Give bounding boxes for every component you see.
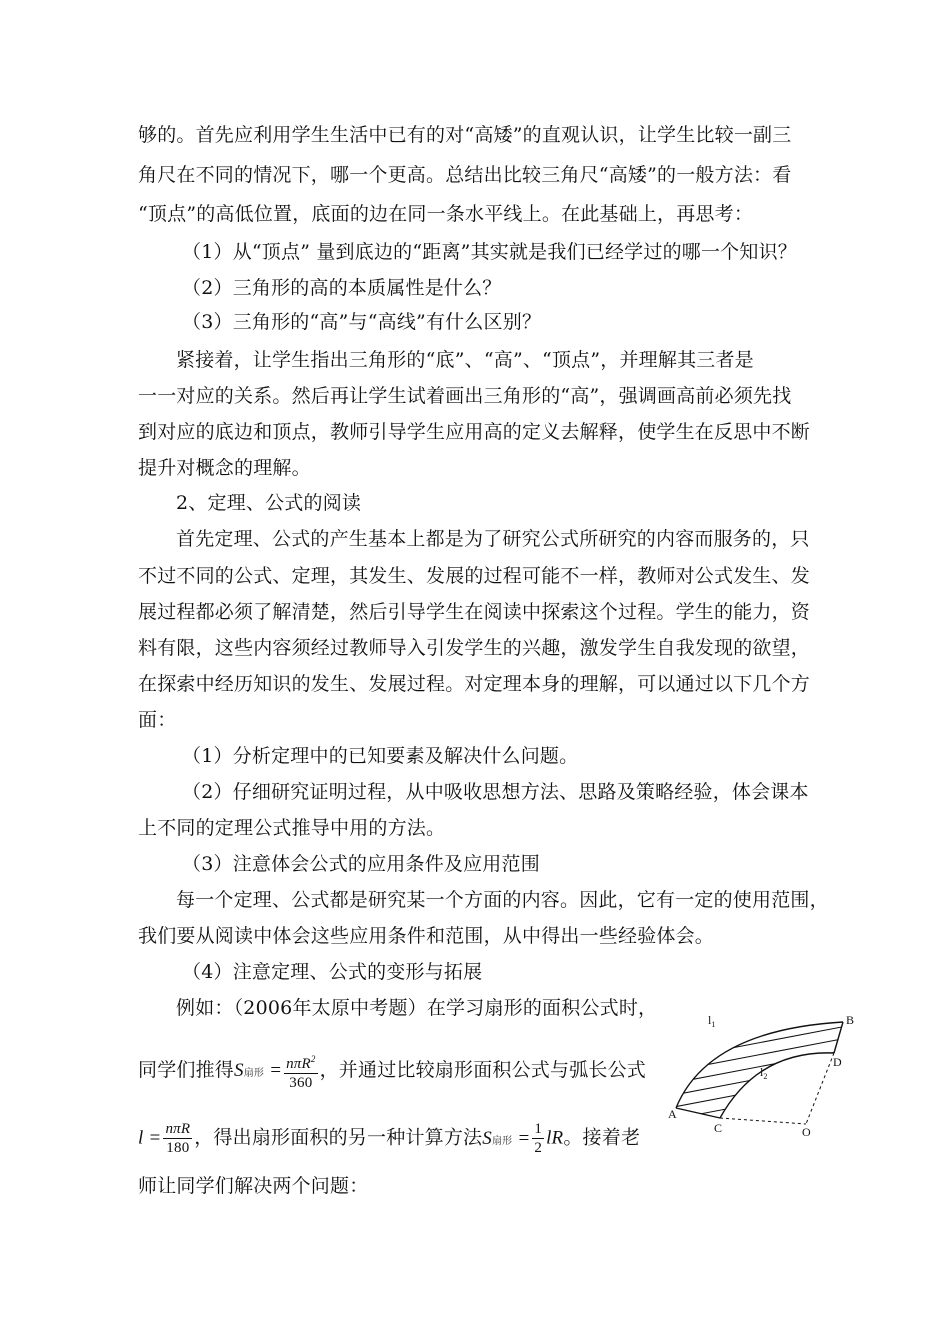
text-fragment: 同学们推得 <box>138 1059 235 1081</box>
paragraph-line: 例如：（2006年太原中考题）在学习扇形的面积公式时， <box>176 997 658 1019</box>
label-c: C <box>714 1121 723 1135</box>
paragraph-line: 角尺在不同的情况下，哪一个更高。总结出比较三角尺“高矮”的一般方法：看 <box>138 164 792 186</box>
superscript: 2 <box>310 1054 316 1064</box>
paragraph-line: （1）从“顶点” 量到底边的“距离”其实就是我们已经学过的哪一个知识？ <box>182 241 797 263</box>
paragraph-line: 我们要从阅读中体会这些应用条件和范围，从中得出一些经验体会。 <box>138 925 715 947</box>
fraction-arc-length <box>163 1120 192 1157</box>
paragraph-line: 到对应的底边和顶点，教师引导学生应用高的定义去解释，使学生在反思中不断 <box>138 421 811 443</box>
paragraph-line: （1）分析定理中的已知要素及解决什么问题。 <box>182 745 579 767</box>
paragraph-line: 料有限，这些内容须经过教师导入引发学生的兴趣，激发学生自我发现的欲望， <box>138 637 811 659</box>
denominator: 360 <box>289 1075 313 1091</box>
denominator: 180 <box>166 1140 190 1156</box>
formula-s-sector: S扇形 = <box>234 1060 283 1081</box>
paragraph-line: （4）注意定理、公式的变形与拓展 <box>182 961 483 983</box>
fraction-sector-area <box>284 1050 317 1092</box>
formula-tail: lR <box>546 1127 564 1149</box>
label-o: O <box>802 1125 811 1139</box>
text-fragment: 。接着老 <box>563 1126 641 1149</box>
paragraph-line: （2）三角形的高的本质属性是什么？ <box>182 277 502 299</box>
fraction-half <box>532 1120 544 1157</box>
paragraph-line: 不过不同的公式、定理，其发生、发展的过程可能不一样，教师对公式发生、发 <box>138 565 811 587</box>
paragraph-line: 师让同学们解决两个问题： <box>138 1175 369 1197</box>
paragraph-line: （2）仔细研究证明过程，从中吸收思想方法、思路及策略经验，体会课本 <box>182 781 809 803</box>
label-d: D <box>833 1055 842 1069</box>
subscript: 扇形 <box>491 1135 513 1147</box>
paragraph-line: 展过程都必须了解清楚，然后引导学生在阅读中探索这个过程。学生的能力，资 <box>138 601 811 623</box>
formula-line-1 <box>138 1050 646 1092</box>
paragraph-line: （3）三角形的“高”与“高线”有什么区别？ <box>182 311 542 333</box>
hatch-pattern <box>668 1008 868 1134</box>
paragraph-line: 上不同的定理公式推导中用的方法。 <box>138 817 446 839</box>
numerator: nπR <box>286 1056 311 1072</box>
inner-arc <box>720 1053 834 1118</box>
formula-s-sector-2: S扇形 = <box>482 1127 531 1149</box>
text-fragment: ，并通过比较扇形面积公式与弧长公式 <box>319 1059 646 1081</box>
paragraph-line: 紧接着，让学生指出三角形的“底”、“高”、“顶点”，并理解其三者是 <box>176 349 754 371</box>
formula-line-2 <box>138 1120 640 1157</box>
label-l1: $l_1$ <box>708 1013 716 1029</box>
subscript: 扇形 <box>243 1068 265 1079</box>
paragraph-line: （3）注意体会公式的应用条件及应用范围 <box>182 853 540 875</box>
label-a: A <box>668 1107 677 1121</box>
paragraph-line: 面： <box>138 709 177 731</box>
variable: l <box>138 1127 144 1149</box>
formula-arc-length: l = <box>138 1127 162 1149</box>
text-fragment: ，得出扇形面积的另一种计算方法 <box>194 1126 483 1149</box>
label-b: B <box>846 1013 855 1027</box>
paragraph-line: 首先定理、公式的产生基本上都是为了研究公式所研究的内容而服务的，只 <box>176 528 810 550</box>
numerator: nπR <box>165 1121 191 1137</box>
numerator: 1 <box>534 1121 543 1137</box>
paragraph-line: 提升对概念的理解。 <box>138 457 311 479</box>
paragraph-line: 每一个定理、公式都是研究某一个方面的内容。因此，它有一定的使用范围， <box>176 889 829 911</box>
edge-bd <box>834 1022 843 1053</box>
section-heading: 2、定理、公式的阅读 <box>176 492 362 514</box>
paragraph-line: “顶点”的高低位置，底面的边在同一条水平线上。在此基础上，再思考： <box>138 203 754 225</box>
edge-ac <box>676 1108 720 1118</box>
label-l2: $l_2$ <box>760 1065 768 1081</box>
paragraph-line: 够的。首先应利用学生生活中已有的对“高矮”的直观认识，让学生比较一副三 <box>138 124 792 146</box>
paragraph-line: 在探索中经历知识的发生、发展过程。对定理本身的理解，可以通过以下几个方 <box>138 673 811 695</box>
sector-ring-figure <box>668 1008 868 1143</box>
denominator: 2 <box>534 1140 543 1156</box>
dashed-co <box>720 1118 806 1124</box>
dashed-do <box>806 1053 834 1124</box>
paragraph-line: 一一对应的关系。然后再让学生试着画出三角形的“高”，强调画高前必须先找 <box>138 385 792 407</box>
